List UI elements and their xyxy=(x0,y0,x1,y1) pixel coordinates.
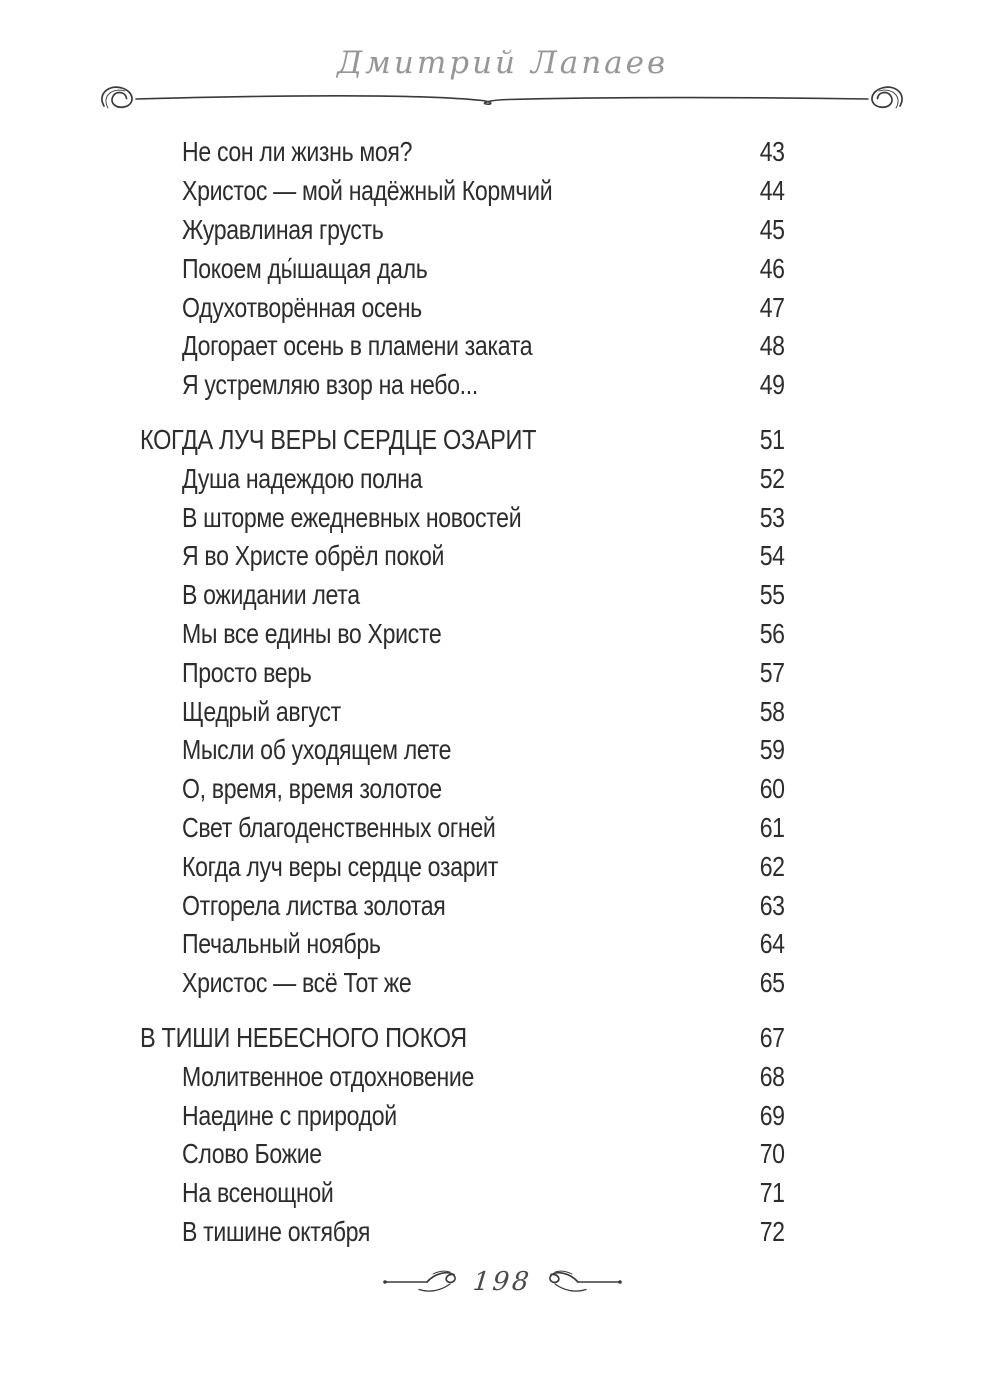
toc-entry-title: О, время, время золотое xyxy=(182,773,442,805)
toc-entry-title: Христос — мой надёжный Кормчий xyxy=(182,175,553,207)
toc-row xyxy=(140,692,785,731)
toc-entry-page: 55 xyxy=(760,579,785,611)
toc-row xyxy=(140,421,785,460)
toc-entry-title: Просто верь xyxy=(182,656,312,688)
toc-entry-title: Слово Божие xyxy=(182,1138,322,1170)
toc-row xyxy=(140,1213,785,1252)
toc-row xyxy=(140,498,785,537)
toc-row xyxy=(140,770,785,809)
toc-entry-page: 65 xyxy=(760,967,785,999)
toc-row xyxy=(140,964,785,1003)
toc-entry-title: В тишине октября xyxy=(182,1215,371,1247)
toc-entry-title: В шторме ежедневных новостей xyxy=(182,501,522,533)
toc-entry-title: На всенощной xyxy=(182,1177,334,1209)
toc-entry-title: Молитвенное отдохновение xyxy=(182,1060,474,1092)
toc-row xyxy=(140,1057,785,1096)
toc-entry-page: 60 xyxy=(760,773,785,805)
toc-entry-title: Мы все едины во Христе xyxy=(182,617,442,649)
toc-entry-title: Христос — всё Тот же xyxy=(182,967,412,999)
toc-entry-title: Я устремляю взор на небо... xyxy=(182,369,478,401)
toc-entry-page: 54 xyxy=(760,540,785,572)
toc-entry-page: 72 xyxy=(760,1215,785,1247)
toc-row xyxy=(140,1174,785,1213)
header-divider-ornament xyxy=(96,78,908,120)
toc-row xyxy=(140,249,785,288)
toc-entry-page: 68 xyxy=(760,1060,785,1092)
toc-row xyxy=(140,133,785,172)
toc-entry-page: 53 xyxy=(760,501,785,533)
toc-entry-page: 49 xyxy=(760,369,785,401)
toc-entry-page: 70 xyxy=(760,1138,785,1170)
toc-row xyxy=(140,1019,785,1058)
toc-row xyxy=(140,576,785,615)
toc-entry-page: 67 xyxy=(760,1021,785,1053)
toc-entry-title: В ТИШИ НЕБЕСНОГО ПОКОЯ xyxy=(140,1021,467,1053)
toc-row xyxy=(140,211,785,250)
running-header: Дмитрий Лапаев xyxy=(336,45,669,81)
toc-row xyxy=(140,172,785,211)
toc-row xyxy=(140,288,785,327)
toc-row xyxy=(140,925,785,964)
toc-entry-page: 62 xyxy=(760,850,785,882)
toc-entry-page: 63 xyxy=(760,889,785,921)
toc-entry-page: 51 xyxy=(760,423,785,455)
toc-entry-title: Я во Христе обрёл покой xyxy=(182,540,445,572)
page-number: 198 xyxy=(471,1267,534,1297)
toc-entry-title: КОГДА ЛУЧ ВЕРЫ СЕРДЦЕ ОЗАРИТ xyxy=(140,423,537,455)
footer-flourish-left xyxy=(381,1263,465,1301)
toc-entry-title: Мысли об уходящем лете xyxy=(182,734,452,766)
toc-entry-title: Свет благоденственных огней xyxy=(182,811,496,843)
toc-entry-title: Печальный ноябрь xyxy=(182,928,381,960)
footer-flourish-right xyxy=(540,1263,624,1301)
toc-row xyxy=(140,537,785,576)
toc-row xyxy=(140,653,785,692)
toc-entry-page: 58 xyxy=(760,695,785,727)
toc-row xyxy=(140,459,785,498)
toc-entry-page: 61 xyxy=(760,811,785,843)
toc-entry-page: 59 xyxy=(760,734,785,766)
toc-row xyxy=(140,366,785,405)
toc-entry-title: Журавлиная грусть xyxy=(182,213,384,245)
toc-entry-page: 44 xyxy=(760,175,785,207)
toc-entry-page: 45 xyxy=(760,213,785,245)
toc-row xyxy=(140,1096,785,1135)
toc-entry-title: Когда луч веры сердце озарит xyxy=(182,850,499,882)
toc-entry-title: Щедрый август xyxy=(182,695,341,727)
toc-entry-title: Не сон ли жизнь моя? xyxy=(182,136,413,168)
toc-entry-page: 57 xyxy=(760,656,785,688)
toc-row xyxy=(140,327,785,366)
toc-entry-page: 56 xyxy=(760,617,785,649)
toc-entry-title: В ожидании лета xyxy=(182,579,360,611)
toc-row xyxy=(140,615,785,654)
toc-row xyxy=(140,847,785,886)
toc-row xyxy=(140,731,785,770)
toc-row xyxy=(140,1135,785,1174)
toc-entry-page: 48 xyxy=(760,330,785,362)
toc-entry-page: 71 xyxy=(760,1177,785,1209)
page-footer xyxy=(0,1261,1005,1303)
toc-entry-title: Покоем ды́шащая даль xyxy=(182,252,428,284)
toc-row xyxy=(140,886,785,925)
toc-entry-title: Отгорела листва золотая xyxy=(182,889,446,921)
toc-entry-page: 47 xyxy=(760,291,785,323)
toc-entry-page: 46 xyxy=(760,252,785,284)
toc-list xyxy=(140,133,785,1251)
toc-row xyxy=(140,809,785,848)
toc-entry-page: 52 xyxy=(760,462,785,494)
toc-entry-title: Наедине с природой xyxy=(182,1099,397,1131)
toc-entry-page: 69 xyxy=(760,1099,785,1131)
toc-entry-title: Одухотворённая осень xyxy=(182,291,422,323)
toc-entry-page: 64 xyxy=(760,928,785,960)
toc-entry-title: Догорает осень в пламени заката xyxy=(182,330,533,362)
toc-entry-title: Душа надеждою полна xyxy=(182,462,423,494)
toc-entry-page: 43 xyxy=(760,136,785,168)
